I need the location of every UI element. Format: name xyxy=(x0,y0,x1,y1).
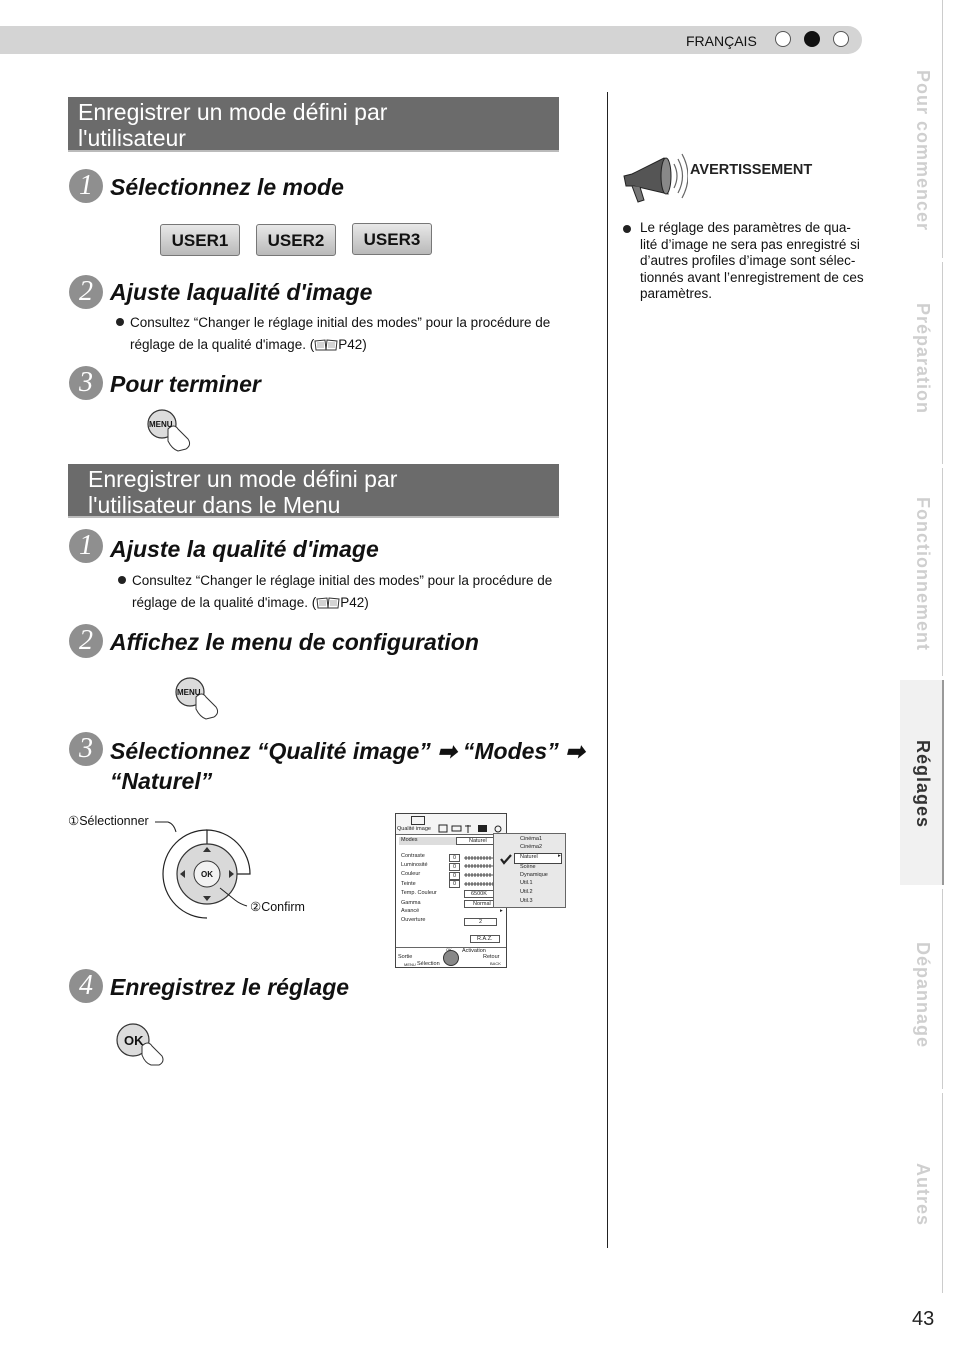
warning-title: AVERTISSEMENT xyxy=(690,162,813,178)
sidebar-label: Autres xyxy=(913,1163,933,1227)
bullet-icon xyxy=(623,225,631,233)
footer-ok-key: OK xyxy=(446,947,452,952)
step-title: Sélectionnez “Qualité image” ➡ “Modes” ➡ “Naturel” xyxy=(110,738,585,794)
menu-tab-icons xyxy=(438,821,504,831)
sidebar-label: Préparation xyxy=(913,303,933,415)
color-temp-label: Temp. Couleur xyxy=(401,890,437,896)
menu-key-label: MENU xyxy=(149,420,173,429)
megaphone-icon xyxy=(620,150,688,206)
modes-label: Modes xyxy=(401,837,418,843)
sidebar-label: Fonctionnement xyxy=(913,497,933,651)
reset-button[interactable]: R.A.Z. xyxy=(470,935,500,943)
submenu-item[interactable]: Dynamique xyxy=(520,872,548,878)
aperture-label: Ouverture xyxy=(401,917,426,923)
tint-value[interactable]: 0 xyxy=(449,880,460,888)
modes-value[interactable]: Naturel xyxy=(456,837,500,845)
column-divider xyxy=(607,92,608,1248)
step-number: 4 xyxy=(69,969,103,1003)
color-value[interactable]: 0 xyxy=(449,872,460,880)
color-temp-value[interactable]: 6500K xyxy=(464,890,494,898)
section-header-user-mode xyxy=(68,97,559,152)
user3-button[interactable]: USER3 xyxy=(352,223,432,255)
footer-select-label: Sélection xyxy=(417,961,440,967)
page-indicator-dot xyxy=(775,31,791,47)
ok-key-press[interactable] xyxy=(116,1022,170,1066)
menu-tab-bar xyxy=(396,814,506,835)
step-title: Sélectionnez le mode xyxy=(110,174,344,200)
ok-key-label: OK xyxy=(201,870,213,879)
submenu-item[interactable]: Cinéma2 xyxy=(520,844,543,850)
user1-button[interactable]: USER1 xyxy=(160,224,240,256)
modes-submenu xyxy=(493,833,566,908)
brightness-value[interactable]: 0 xyxy=(449,863,460,871)
footer-back-label: Retour xyxy=(483,954,500,960)
step-number: 2 xyxy=(69,624,103,658)
contrast-value[interactable]: 0 xyxy=(449,854,460,862)
ok-key-label: OK xyxy=(124,1033,144,1048)
step-number: 3 xyxy=(69,366,103,400)
warning-text: Le réglage des paramètres de qua- lité d’image ne sera pas enregistré si d’autres profiles d’image sont sélec- tionnés avant l’enregistrement de ces paramètres. xyxy=(623,220,893,303)
menu-button-icon xyxy=(146,407,198,453)
page-indicator-dot xyxy=(833,31,849,47)
step-title: Pour terminer xyxy=(110,371,261,397)
menu-tab-label: Qualité image xyxy=(397,826,431,832)
tint-label: Teinte xyxy=(401,881,416,887)
footer-nav-icon xyxy=(443,950,459,966)
menu-key-label: MENU xyxy=(177,688,201,697)
footer-menu-key: MENU xyxy=(404,962,416,967)
submenu-item[interactable]: Util.2 xyxy=(520,889,533,895)
aperture-value[interactable]: 2 xyxy=(464,918,497,926)
submenu-item[interactable]: Util.1 xyxy=(520,880,533,886)
footer-exit-label: Sortie xyxy=(398,954,413,960)
submenu-item-selected[interactable]: Naturel xyxy=(520,854,538,860)
menu-button-icon xyxy=(174,675,226,721)
advanced-arrow-icon: ▸ xyxy=(500,908,503,914)
step-number: 2 xyxy=(69,275,103,309)
menu-key-press[interactable] xyxy=(146,407,198,453)
step-title: Affichez le menu de configuration xyxy=(110,629,479,655)
checkmark-icon xyxy=(500,852,512,864)
section-title-line1: Enregistrer un mode défini par xyxy=(88,466,398,492)
bullet-icon xyxy=(116,318,124,326)
sidebar-label-active: Réglages xyxy=(913,740,933,829)
gamma-value[interactable]: Normal xyxy=(464,900,500,908)
select-label: ①Sélectionner xyxy=(68,814,149,828)
step-instruction: Consultez “Changer le réglage initial des modes” pour la procédure de réglage de la qualité d'image. ( P42) xyxy=(116,312,596,356)
bullet-icon xyxy=(118,576,126,584)
advanced-label: Avancé xyxy=(401,908,420,914)
submenu-arrow-icon: ▸ xyxy=(558,853,561,859)
section-title-line1: Enregistrer un mode défini par xyxy=(78,99,388,125)
contrast-label: Contraste xyxy=(401,853,425,859)
user2-button[interactable]: USER2 xyxy=(256,224,336,256)
sidebar-label: Pour commencer xyxy=(913,70,933,232)
brightness-label: Luminosité xyxy=(401,862,428,868)
image-quality-icon xyxy=(411,816,425,825)
language-label: FRANÇAIS xyxy=(686,33,757,49)
menu-screen xyxy=(395,813,507,968)
step-title: Ajuste la qualité d'image xyxy=(110,536,379,562)
page-indicator-dot-active xyxy=(804,31,820,47)
step-number: 3 xyxy=(69,732,103,766)
step-instruction: Consultez “Changer le réglage initial des modes” pour la procédure de réglage de la qualité d'image. ( P42) xyxy=(118,570,598,614)
slider-bars xyxy=(464,855,494,887)
submenu-item[interactable]: Cinéma1 xyxy=(520,836,543,842)
confirm-label: ②Confirm xyxy=(250,900,305,914)
footer-back-key: BACK xyxy=(490,961,501,966)
navigation-pad[interactable] xyxy=(150,818,260,923)
step-title: Enregistrez le réglage xyxy=(110,974,350,1000)
page-number: 43 xyxy=(912,1308,935,1330)
book-reference-icon xyxy=(314,339,338,351)
footer-activate-label: Activation xyxy=(462,948,486,954)
step-number: 1 xyxy=(69,529,103,563)
book-reference-icon xyxy=(316,597,340,609)
step-title: Ajuste laqualité d'image xyxy=(110,279,373,305)
section-header-user-mode-menu xyxy=(68,464,559,518)
section-title-line2: l'utilisateur xyxy=(78,125,186,151)
color-label: Couleur xyxy=(401,871,421,877)
menu-key-press[interactable] xyxy=(174,675,226,721)
sidebar-label: Dépannage xyxy=(913,942,933,1049)
gamma-label: Gamma xyxy=(401,900,421,906)
submenu-item[interactable]: Util.3 xyxy=(520,898,533,904)
submenu-item[interactable]: Scène xyxy=(520,864,536,870)
step-number: 1 xyxy=(69,169,103,203)
section-title-line2: l'utilisateur dans le Menu xyxy=(88,492,341,518)
